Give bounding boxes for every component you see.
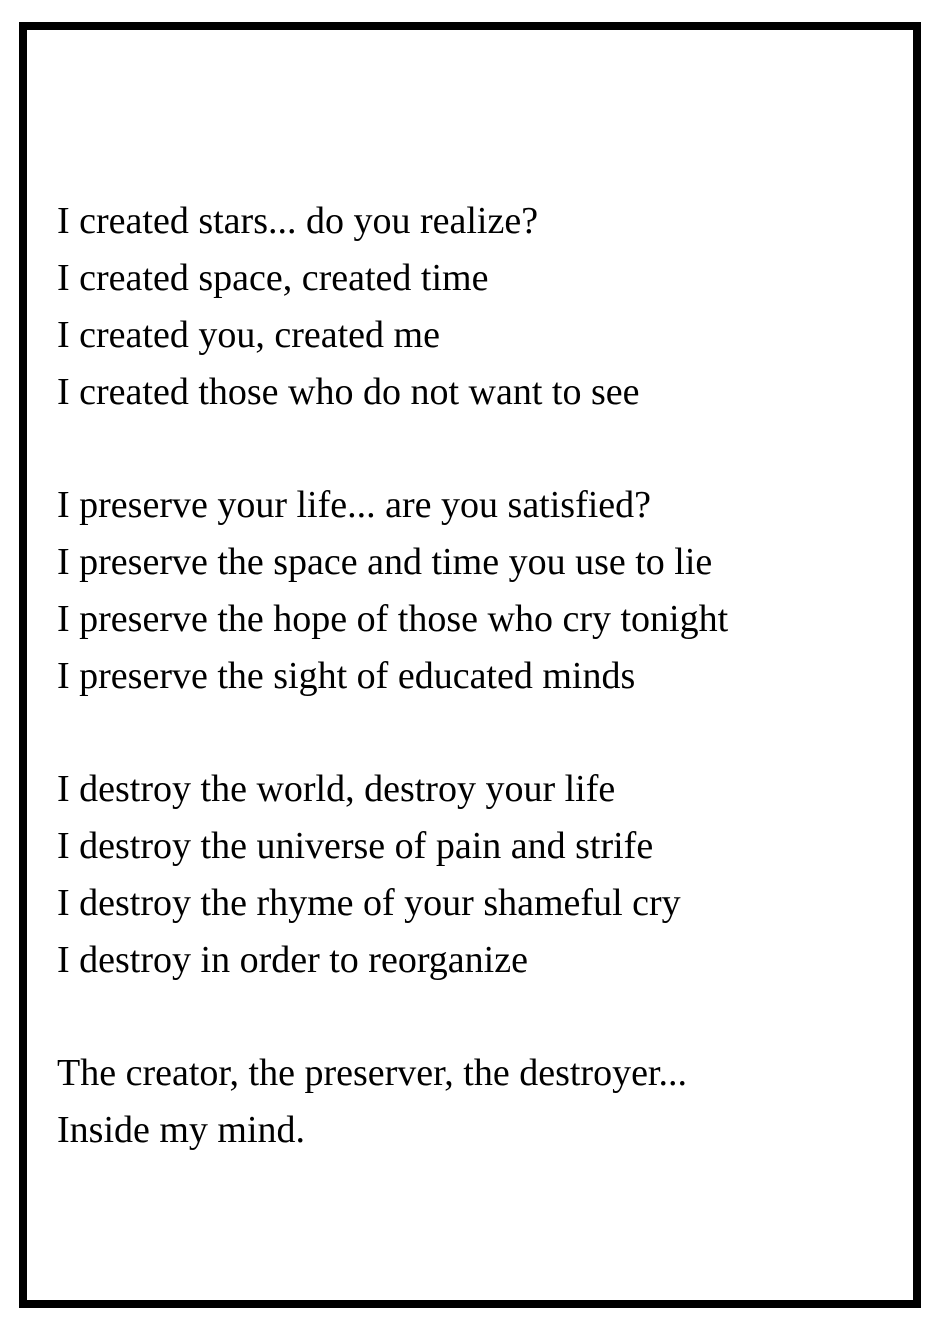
poem-line: The creator, the preserver, the destroyer... bbox=[57, 1052, 687, 1094]
poem-line: I created you, created me bbox=[57, 314, 440, 356]
poem-line: I destroy in order to reorganize bbox=[57, 939, 528, 981]
poem-line: I destroy the world, destroy your life bbox=[57, 768, 616, 810]
stanza-creator bbox=[57, 193, 917, 421]
poem-line: I created space, created time bbox=[57, 257, 489, 299]
page-frame bbox=[19, 22, 921, 1308]
poem-line: I preserve the sight of educated minds bbox=[57, 655, 636, 697]
poem-line: I destroy the universe of pain and strife bbox=[57, 825, 654, 867]
poem-line: I preserve the space and time you use to lie bbox=[57, 541, 713, 583]
poem-line: I destroy the rhyme of your shameful cry bbox=[57, 882, 681, 924]
stanza-preserver bbox=[57, 477, 917, 705]
poem-line: I preserve the hope of those who cry tonight bbox=[57, 598, 729, 640]
poem-line: Inside my mind. bbox=[57, 1109, 306, 1151]
stanza-destroyer bbox=[57, 761, 917, 989]
poem-line: I created those who do not want to see bbox=[57, 371, 640, 413]
poem bbox=[57, 193, 917, 1215]
poem-line: I preserve your life... are you satisfied? bbox=[57, 484, 652, 526]
poem-line: I created stars... do you realize? bbox=[57, 200, 539, 242]
stanza-closing bbox=[57, 1045, 917, 1159]
